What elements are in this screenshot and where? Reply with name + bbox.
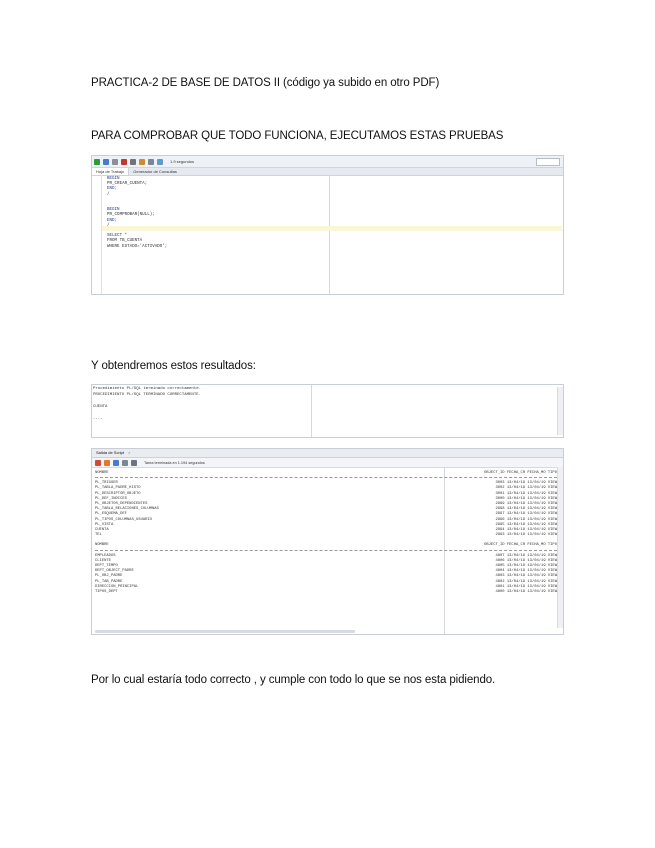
autotrace-icon[interactable] <box>139 159 145 165</box>
code-area[interactable] <box>107 177 167 250</box>
run-script-icon[interactable] <box>103 159 109 165</box>
code-line: END; <box>107 218 118 223</box>
cell-details: 4802 13/04/19 13/04/19 VIEW <box>495 579 557 584</box>
output-text <box>93 386 201 422</box>
grid-vertical-scrollbar[interactable] <box>557 467 563 628</box>
cell-nombre: CLIENTE <box>95 558 111 563</box>
code-line: SELECT * <box>107 234 128 239</box>
cell-details: 2999 13/04/19 13/04/19 VIEW <box>495 502 557 507</box>
editor-gutter <box>101 175 102 294</box>
cell-details: 3000 13/04/19 13/04/19 VIEW <box>495 496 557 501</box>
cell-details: 4806 13/04/19 13/04/19 VIEW <box>495 558 557 563</box>
cell-nombre: TIPOS_DEPT <box>95 590 118 595</box>
grid-rows-b <box>95 554 557 596</box>
cell-details: 4807 13/04/19 13/04/19 VIEW <box>495 553 557 558</box>
explain-icon[interactable] <box>130 159 136 165</box>
tab-worksheet[interactable]: Hoja de Trabajo <box>92 168 129 175</box>
cell-nombre: PL_OBJ_PADRE <box>95 574 123 579</box>
rollback-icon[interactable] <box>121 159 127 165</box>
results-grid-screenshot <box>91 448 564 635</box>
code-line: WHERE ESTADO='ACTIVADO'; <box>107 244 168 249</box>
column-header-nombre: NOMBRE <box>95 543 109 548</box>
current-line-highlight <box>102 223 562 231</box>
cell-details: 4805 13/04/19 13/04/19 VIEW <box>495 564 557 569</box>
cell-nombre: DEPT_TEMPO <box>95 564 118 569</box>
column-header-details: OBJECT_ID FECHA_CR FECHA_MO TIPO <box>484 471 557 475</box>
cell-nombre: PL_OBJETOS_DEPENDIENTES <box>95 502 148 507</box>
cell-nombre: PL_TRIGGER <box>95 481 118 486</box>
cell-nombre: PL_TABLA_PADRE_HISTO <box>95 486 141 491</box>
tab-query-builder[interactable]: Generador de Consultas <box>133 169 177 174</box>
header-separator <box>95 550 557 552</box>
cell-details: 2998 13/04/19 13/04/19 VIEW <box>495 507 557 512</box>
results-grid <box>95 471 557 595</box>
cell-nombre: PL_TABLA_RELACIONES_COLUMNAS <box>95 507 159 512</box>
grid-header-repeat <box>95 543 557 548</box>
document-title: PRACTICA-2 DE BASE DE DATOS II (código ya subido en otro PDF) <box>91 77 440 89</box>
cell-details: 2996 13/04/19 13/04/19 VIEW <box>495 517 557 522</box>
cell-nombre: PL_DEF_INDICES <box>95 496 127 501</box>
editor-toolbar <box>92 156 563 168</box>
cell-details: 4801 13/04/19 13/04/19 VIEW <box>495 584 557 589</box>
cell-details: 4804 13/04/19 13/04/19 VIEW <box>495 569 557 574</box>
conclusion-text: Por lo cual estaría todo correcto , y cumple con todo lo que se nos esta pidiendo. <box>91 674 496 686</box>
cell-nombre: TEL <box>95 533 102 538</box>
cell-details: 4800 13/04/19 13/04/19 VIEW <box>495 590 557 595</box>
cell-details: 2993 13/04/19 13/04/19 VIEW <box>495 533 557 538</box>
task-status: Tarea terminada en 1.194 segundos <box>144 460 205 465</box>
cell-details: 3003 13/04/19 13/04/19 VIEW <box>495 481 557 486</box>
column-header-nombre: NOMBRE <box>95 471 109 475</box>
history-icon[interactable] <box>157 159 163 165</box>
output-line: Procedimiento PL/SQL terminado correctamente. <box>93 387 202 391</box>
code-line: FROM TB_CUENTA <box>107 239 143 244</box>
save-icon[interactable] <box>113 460 119 466</box>
cell-nombre: PL_TAB_PADRE <box>95 579 123 584</box>
table-row[interactable] <box>95 590 557 595</box>
eraser-icon[interactable] <box>104 460 110 466</box>
output-scrollbar[interactable] <box>557 387 563 435</box>
cell-details: 3002 13/04/19 13/04/19 VIEW <box>495 486 557 491</box>
results-intro-text: Y obtendremos estos resultados: <box>91 360 256 372</box>
results-panel-title[interactable]: Salida de Script <box>96 450 125 455</box>
pin-icon[interactable] <box>95 460 101 466</box>
editor-tabs <box>92 168 563 176</box>
editor-margin-line <box>329 175 330 294</box>
intro-text: PARA COMPROBAR QUE TODO FUNCIONA, EJECUTAMOS ESTAS PRUEBAS <box>91 130 504 142</box>
cell-details: 2994 13/04/19 13/04/19 VIEW <box>495 528 557 533</box>
grid-horizontal-scrollbar[interactable] <box>95 630 355 633</box>
code-line: PR_COMPROBAR(NULL); <box>107 213 155 218</box>
code-line: BEGIN <box>107 177 120 181</box>
results-panel-header <box>92 449 563 458</box>
run-icon[interactable] <box>94 159 100 165</box>
sql-editor-screenshot <box>91 155 564 295</box>
results-toolbar <box>92 458 563 468</box>
cell-nombre: EMPLEADOS <box>95 553 116 558</box>
commit-icon[interactable] <box>112 159 118 165</box>
execution-time: 1.9 segundos <box>170 159 195 164</box>
code-line: BEGIN <box>107 208 120 213</box>
cell-nombre: CUENTA <box>95 528 109 533</box>
close-icon[interactable]: × <box>128 450 131 455</box>
script-output-screenshot <box>91 384 564 438</box>
cell-nombre: PL_DESCRIPTOR_OBJETO <box>95 491 141 496</box>
export-icon[interactable] <box>131 460 137 466</box>
header-separator <box>95 477 557 479</box>
grid-header <box>95 471 557 476</box>
output-divider <box>311 385 312 437</box>
code-line: PR_CREAR_CUENTA; <box>107 182 148 187</box>
cell-nombre: PL_ESQUEMA_DEF <box>95 512 127 517</box>
output-line: CUENTA <box>93 405 108 409</box>
cell-details: 3001 13/04/19 13/04/19 VIEW <box>495 491 557 496</box>
cell-nombre: DIRECCION_PRINCIPAL <box>95 584 139 589</box>
cell-details: 2995 13/04/19 13/04/19 VIEW <box>495 522 557 527</box>
code-line: / <box>107 192 110 197</box>
connection-select[interactable] <box>536 158 560 166</box>
code-line: / <box>107 223 110 228</box>
output-line: PROCEDIMIENTO PL/SQL TERMINADO CORRECTAMENTE. <box>93 393 202 397</box>
cell-details: 4803 13/04/19 13/04/19 VIEW <box>495 574 557 579</box>
output-line: ---- <box>93 417 103 421</box>
clear-icon[interactable] <box>148 159 154 165</box>
cell-nombre: PL_TIPOS_COLUMNAS_USUARIO <box>95 517 152 522</box>
cell-nombre: DEPT_OBJECT_PADRE <box>95 569 134 574</box>
cell-nombre: PL_VISTA <box>95 522 114 527</box>
code-line: END; <box>107 187 118 192</box>
grid-rows-a <box>95 481 557 538</box>
column-header-details: OBJECT_ID FECHA_CR FECHA_MO TIPO <box>484 543 557 548</box>
cell-details: 2997 13/04/19 13/04/19 VIEW <box>495 512 557 517</box>
print-icon[interactable] <box>122 460 128 466</box>
